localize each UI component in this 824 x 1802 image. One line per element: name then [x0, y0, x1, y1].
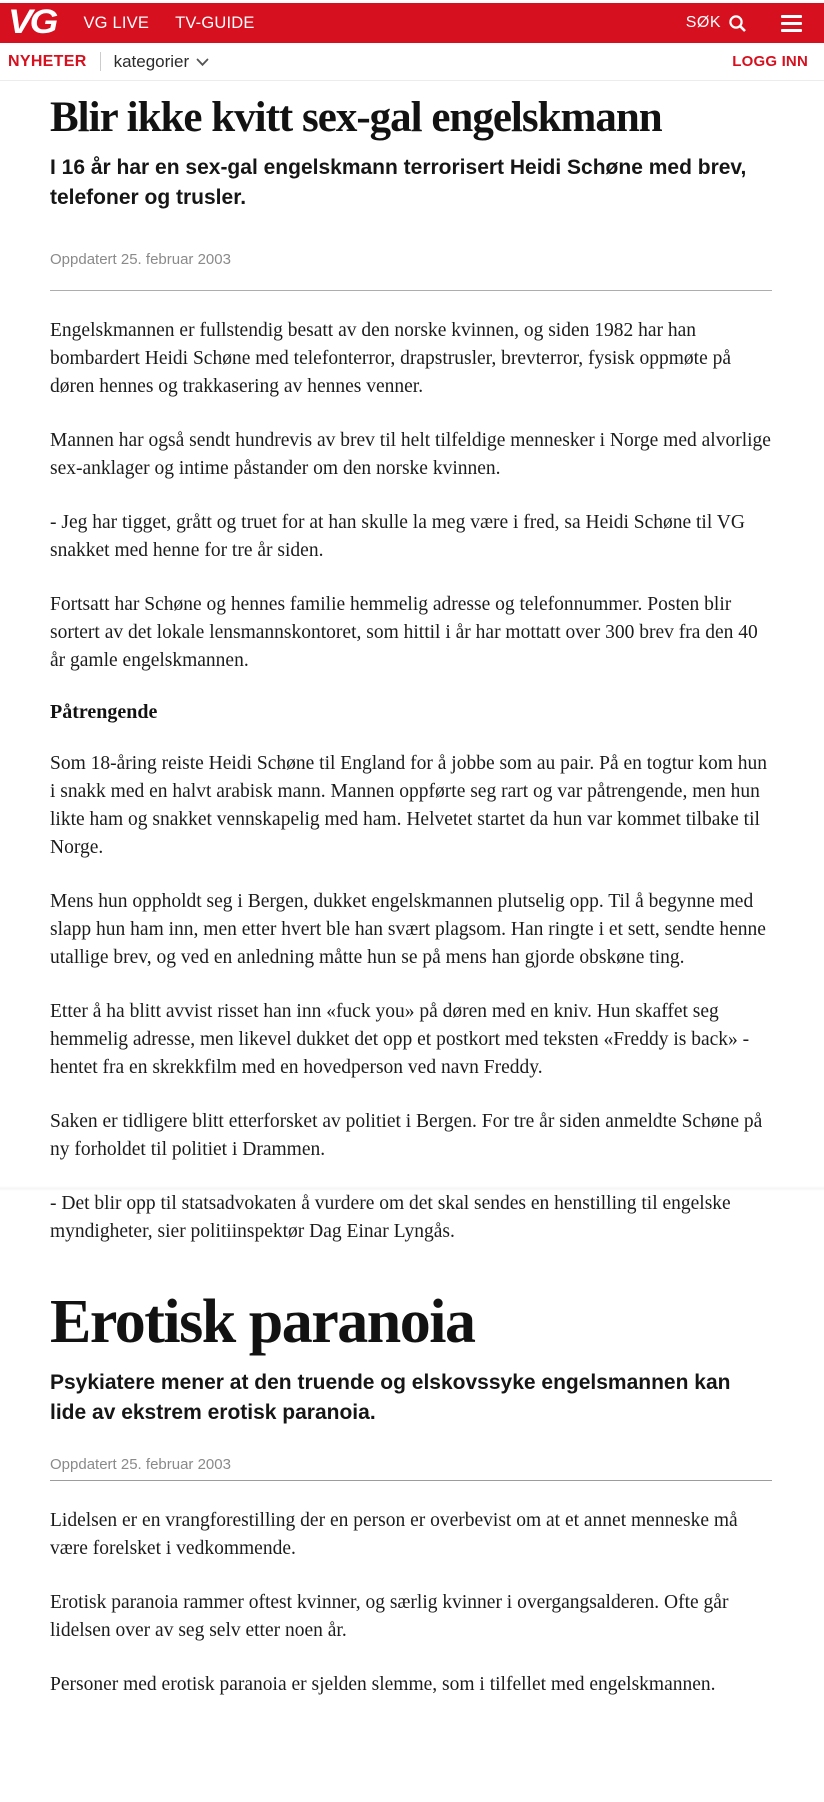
header-nav [83, 14, 254, 33]
second-article-lead: Psykiatere mener at den truende og elskovssyke engelsmannen kan lide av ekstrem erotisk paranoia. [50, 1371, 731, 1425]
paragraph: Saken er tidligere blitt etterforsket av politiet i Bergen. For tre år siden anmeldte Schøne på ny forholdet til politiet i Drammen. [50, 1111, 763, 1161]
nav-item-vg-live[interactable]: VG LIVE [83, 13, 150, 32]
paragraph: Mannen har også sendt hundrevis av brev til helt tilfeldige mennesker i Norge med alvorlige sex-anklager og intime påstander om den norske kvinnen. [50, 430, 771, 480]
search-label: SØK [685, 14, 721, 31]
paragraph: Personer med erotisk paranoia er sjelden slemme, som i tilfellet med engelskmannen. [50, 1674, 716, 1696]
subnav-divider [100, 52, 101, 71]
article-subheading: Påtrengende [50, 701, 158, 724]
categories-label: kategorier [113, 51, 190, 71]
page-title: Blir ikke kvitt sex-gal engelskmann [50, 94, 662, 141]
sidebar-item-nyheter[interactable]: NYHETER [8, 52, 87, 70]
paragraph: Etter å ha blitt avvist risset han inn «fuck you» på døren med en kniv. Hun skaffet seg hemmelig adresse, men likevel dukket det opp et postkort med teksten «Freddy is back» - hentet fra en skrekkfilm med en hovedperson ved navn Freddy. [50, 1001, 750, 1079]
lead-divider [50, 290, 772, 291]
magnifier-icon [728, 14, 747, 33]
paragraph: Mens hun oppholdt seg i Bergen, dukket engelskmannen plutselig opp. Til å begynne med slapp hun ham inn, men etter hvert ble han svært plagsom. Han ringte i et sett, sendte henne utallige brev, og ved en anledning måtte hun se på mens han gjorde obskøne ting. [50, 891, 766, 969]
paragraph: Engelskmannen er fullstendig besatt av den norske kvinnen, og siden 1982 har han bombardert Heidi Schøne med telefonterror, drapstrusler, brevterror, fysisk oppmøte på døren hennes og trakkasering av hennes venner. [50, 320, 732, 398]
vg-logo[interactable]: VG [8, 2, 56, 41]
second-article-title: Erotisk paranoia [50, 1288, 475, 1357]
search-button[interactable] [686, 14, 747, 33]
paragraph: Som 18-åring reiste Heidi Schøne til England for å jobbe som au pair. På en togtur kom hun i snakk med en halvt arabisk mann. Mannen oppførte seg rart og var påtrengende, men hun likte ham og snakket vennskapelig med ham. Helvetet startet da hun var kommet tilbake til Norge. [50, 753, 768, 859]
section-nav [0, 43, 824, 81]
article-main [50, 95, 772, 1246]
article-second [50, 1290, 772, 1699]
login-button[interactable]: LOGG INN [732, 53, 808, 70]
updated-timestamp: Oppdatert 25. februar 2003 [50, 251, 231, 269]
paragraph: - Det blir opp til statsadvokaten å vurdere om det skal sendes en henstilling til engelske myndigheter, sier politiinspektør Dag Einar Lyngås. [50, 1193, 731, 1243]
hamburger-icon[interactable] [781, 15, 802, 32]
second-updated-timestamp: Oppdatert 25. februar 2003 [50, 1456, 772, 1481]
categories-dropdown[interactable] [114, 52, 210, 72]
paragraph: Erotisk paranoia rammer oftest kvinner, og særlig kvinner i overgangsalderen. Ofte går lidelsen over av seg selv etter noen år. [50, 1592, 729, 1642]
main-header [0, 3, 824, 43]
article-content [0, 95, 824, 1739]
paragraph: Fortsatt har Schøne og hennes familie hemmelig adresse og telefonnummer. Posten blir sortert av det lokale lensmannskontoret, som hittil i år har mottatt over 300 brev fra den 40 år gamle engelskmannen. [50, 594, 758, 672]
article-lead: I 16 år har en sex-gal engelskmann terrorisert Heidi Schøne med brev, telefoner og trusler. [50, 156, 747, 210]
paragraph: - Jeg har tigget, grått og truet for at han skulle la meg være i fred, sa Heidi Schøne til VG snakket med henne for tre år siden. [50, 512, 745, 562]
chevron-down-icon [196, 52, 209, 72]
nav-item-tv-guide[interactable]: TV-GUIDE [175, 13, 255, 32]
paragraph: Lidelsen er en vrangforestilling der en person er overbevist om at et annet menneske må være forelsket i vedkommende. [50, 1510, 738, 1560]
